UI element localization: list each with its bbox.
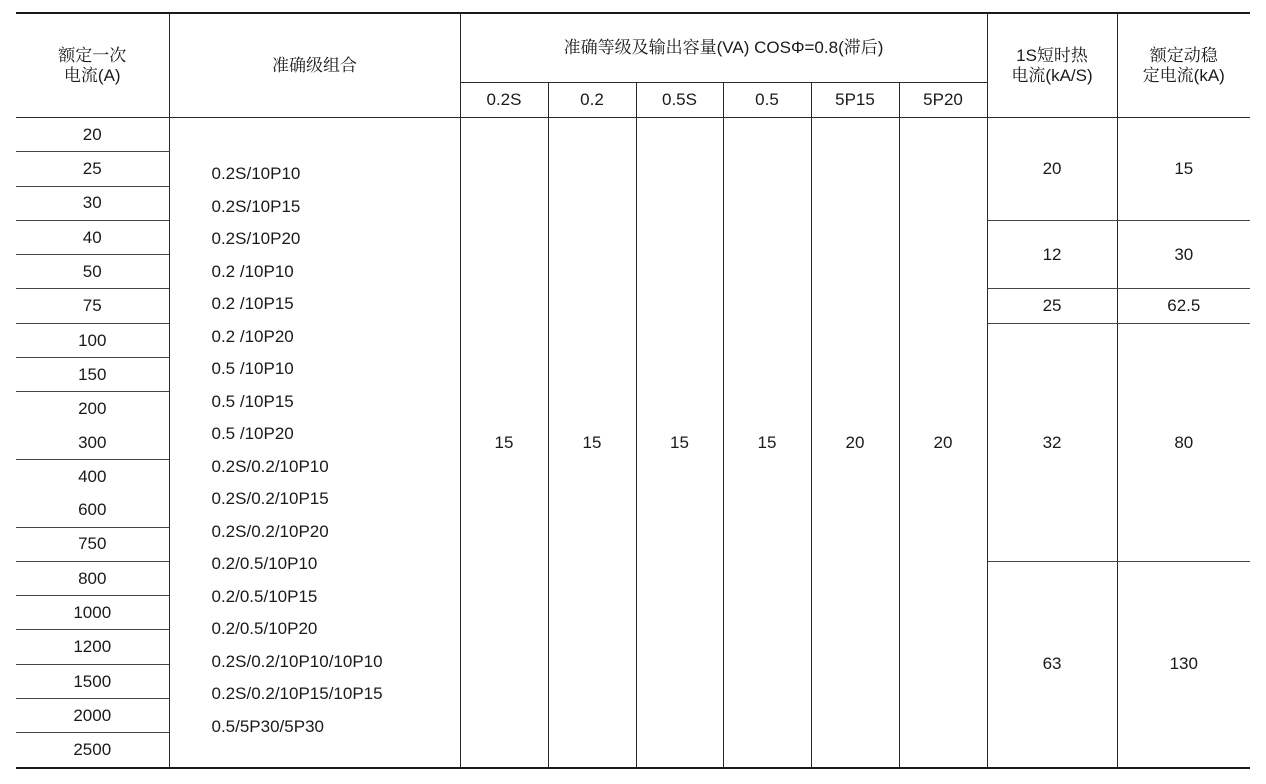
header-line: 额定一次 <box>58 45 127 65</box>
current-cell: 20 <box>16 118 169 152</box>
combination-item: 0.5/5P30/5P30 <box>211 716 324 736</box>
dynamic-current-cell: 62.5 <box>1117 289 1250 323</box>
current-cell: 400 <box>78 466 107 486</box>
current-cell: 50 <box>16 255 169 289</box>
capacity-0.2: 15 <box>548 118 636 768</box>
combinations-cell <box>169 118 460 768</box>
capacity-0.5S: 15 <box>636 118 723 768</box>
combination-item: 0.2S/0.2/10P15 <box>211 489 329 508</box>
combination-item: 0.2S/0.2/10P10 <box>211 456 329 476</box>
header-short-time-thermal <box>987 13 1117 118</box>
combination-item: 0.2/0.5/10P10 <box>211 554 318 573</box>
current-cell: 600 <box>16 493 169 527</box>
header-line: 额定动稳 <box>1149 45 1218 65</box>
ct-spec-table <box>16 12 1250 769</box>
current-cell: 1500 <box>16 664 169 698</box>
thermal-current-cell: 63 <box>987 561 1117 767</box>
thermal-current-cell: 20 <box>987 118 1117 221</box>
current-cell: 2000 <box>16 699 169 733</box>
combination-item: 0.2S/10P20 <box>211 229 301 248</box>
dynamic-current-cell: 30 <box>1117 220 1250 289</box>
capacity-0.2S: 15 <box>460 118 548 768</box>
header-rated-primary-current <box>16 13 169 118</box>
header-accuracy-output-group: 准确等级及输出容量(VA) COSΦ=0.8(滞后) <box>460 13 987 83</box>
current-cell: 40 <box>16 220 169 254</box>
current-cell: 800 <box>16 561 169 595</box>
header-class-0.5: 0.5 <box>723 83 811 118</box>
current-cell: 2500 <box>16 733 169 768</box>
current-cell: 200 <box>78 399 107 419</box>
dynamic-current-cell: 80 <box>1117 323 1250 561</box>
header-dynamic-stable <box>1117 13 1250 118</box>
thermal-current-cell: 32 <box>987 323 1117 561</box>
header-line: 电流(kA/S) <box>1011 65 1093 85</box>
header-line: 电流(A) <box>63 65 121 85</box>
combination-item: 0.5 /10P20 <box>211 424 294 443</box>
combination-item: 0.2S/0.2/10P10/10P10 <box>211 651 383 671</box>
dynamic-current-cell: 15 <box>1117 118 1250 221</box>
current-cell: 25 <box>16 152 169 186</box>
dynamic-current-cell: 130 <box>1117 561 1250 767</box>
current-cell: 1000 <box>16 596 169 630</box>
current-cell: 100 <box>16 323 169 357</box>
combination-item: 0.2S/10P10 <box>211 164 301 183</box>
combination-item: 0.2/0.5/10P15 <box>211 586 318 606</box>
header-class-5P15: 5P15 <box>811 83 899 118</box>
combination-item: 0.2S/0.2/10P20 <box>211 521 329 541</box>
current-cell: 300 <box>16 426 169 460</box>
capacity-5P15: 20 <box>811 118 899 768</box>
capacity-5P20: 20 <box>899 118 987 768</box>
header-class-0.2S: 0.2S <box>460 83 548 118</box>
current-cell: 30 <box>16 186 169 220</box>
combination-item: 0.2/0.5/10P20 <box>211 619 318 638</box>
current-cell: 1200 <box>16 630 169 664</box>
combination-item: 0.2S/0.2/10P15/10P15 <box>211 684 383 703</box>
header-line: 1S短时热 <box>1016 45 1088 65</box>
combination-item: 0.5 /10P10 <box>211 359 294 378</box>
current-cell: 150 <box>16 358 169 392</box>
current-cell: 75 <box>16 289 169 323</box>
combination-item: 0.2 /10P15 <box>211 294 294 313</box>
current-cell: 750 <box>16 527 169 561</box>
combination-item: 0.5 /10P15 <box>211 391 294 411</box>
table-row <box>16 118 1250 152</box>
header-line: 定电流(kA) <box>1142 65 1225 85</box>
header-accuracy-combination: 准确级组合 <box>169 13 460 118</box>
header-class-0.5S: 0.5S <box>636 83 723 118</box>
header-class-0.2: 0.2 <box>548 83 636 118</box>
combination-item: 0.2S/10P15 <box>211 196 301 216</box>
capacity-0.5: 15 <box>723 118 811 768</box>
header-class-5P20: 5P20 <box>899 83 987 118</box>
combination-item: 0.2 /10P20 <box>211 326 294 346</box>
combination-item: 0.2 /10P10 <box>211 261 294 281</box>
thermal-current-cell: 12 <box>987 220 1117 289</box>
thermal-current-cell: 25 <box>987 289 1117 323</box>
